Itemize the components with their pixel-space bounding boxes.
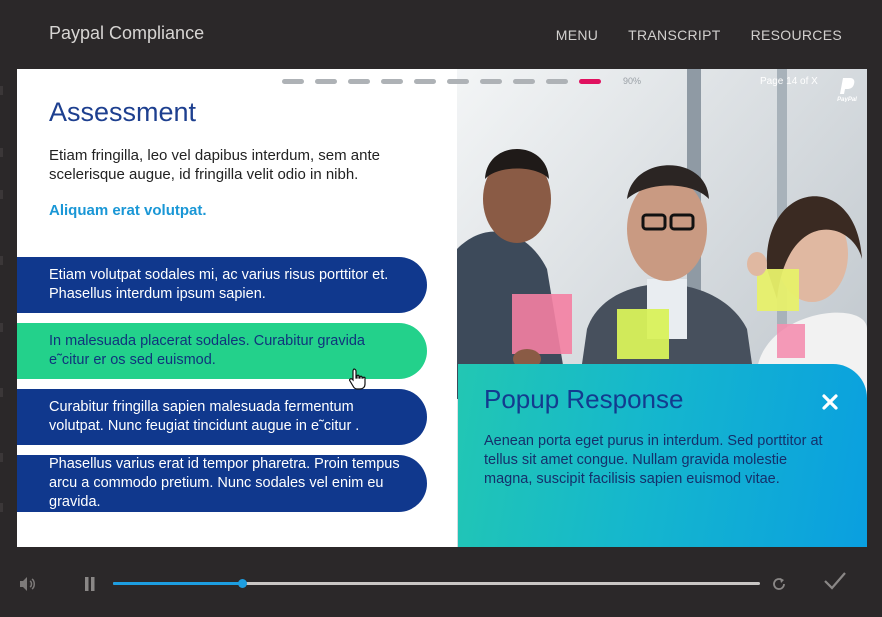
progress-segment (315, 79, 337, 84)
progress-segment (480, 79, 502, 84)
replay-icon[interactable] (772, 577, 786, 591)
paypal-logo-icon (834, 76, 860, 102)
progress-segment (381, 79, 403, 84)
progress-percent: 90% (623, 76, 642, 86)
answer-option-1[interactable] (17, 257, 427, 313)
edge-tick (0, 453, 3, 462)
top-nav (556, 27, 842, 43)
popup-body: Aenean porta eget purus in interdum. Sed porttitor at tellus sit amet congue. Nullam gravida molestie magna, suscipit facilisis sapien euismod vitae. (484, 433, 823, 487)
seek-handle[interactable] (238, 579, 247, 588)
page-counter: Page 14 of X (760, 76, 818, 87)
edge-tick (0, 256, 3, 265)
answer-option-3[interactable] (17, 389, 427, 445)
answer-option-text: Phasellus varius erat id tempor pharetra. Proin tempus arcu a commodo pretium. Nunc sodales vel enim eu gravida. (49, 456, 400, 510)
app-title: Paypal Compliance (49, 23, 205, 43)
edge-tick (0, 86, 3, 95)
nav-menu[interactable]: MENU (555, 27, 599, 43)
checkmark-icon[interactable] (823, 571, 847, 591)
left-edge-strip (0, 68, 17, 548)
intro-text: Etiam fringilla, leo vel dapibus interdum, sem ante scelerisque augue, id fringilla velit odio in nibh. (49, 147, 380, 183)
assessment-panel (17, 69, 457, 547)
edge-tick (0, 148, 3, 157)
hand-cursor-icon (348, 367, 368, 391)
answer-option-text: In malesuada placerat sodales. Curabitur gravida e˜citur er os sed euismod. (49, 333, 365, 368)
popup-title: Popup Response (484, 384, 684, 414)
progress-segment (348, 79, 370, 84)
slide-title: Assessment (49, 97, 197, 127)
nav-transcript[interactable]: TRANSCRIPT (628, 27, 721, 43)
player-controls (0, 548, 882, 617)
slide (17, 69, 867, 547)
close-icon[interactable] (820, 392, 840, 412)
edge-tick (0, 190, 3, 199)
progress-segment (282, 79, 304, 84)
progress-segment (414, 79, 436, 84)
answer-option-text: Etiam volutpat sodales mi, ac varius risus porttitor et. Phasellus interdum ipsum sapien. (49, 267, 389, 302)
edge-tick (0, 503, 3, 512)
logo-text: PayPal (837, 97, 857, 102)
top-bar (0, 0, 882, 68)
edge-tick (0, 323, 3, 332)
answer-option-text: Curabitur fringilla sapien malesuada fermentum volutpat. Nunc feugiat tincidunt augue in e˜citur . (49, 399, 360, 434)
edge-tick (0, 388, 3, 397)
question-text: Aliquam erat volutpat. (49, 202, 207, 219)
progress-segment (513, 79, 535, 84)
progress-segment-active (579, 79, 601, 84)
seek-bar[interactable] (113, 582, 760, 585)
answer-option-4[interactable] (17, 455, 427, 512)
progress-segment (546, 79, 568, 84)
progress-indicator (282, 79, 601, 84)
pause-icon[interactable] (85, 577, 95, 591)
popup-response (458, 364, 867, 547)
seek-bar-fill (113, 582, 242, 585)
speaker-icon[interactable] (19, 576, 37, 592)
nav-resources[interactable]: RESOURCES (750, 27, 842, 43)
progress-segment (447, 79, 469, 84)
